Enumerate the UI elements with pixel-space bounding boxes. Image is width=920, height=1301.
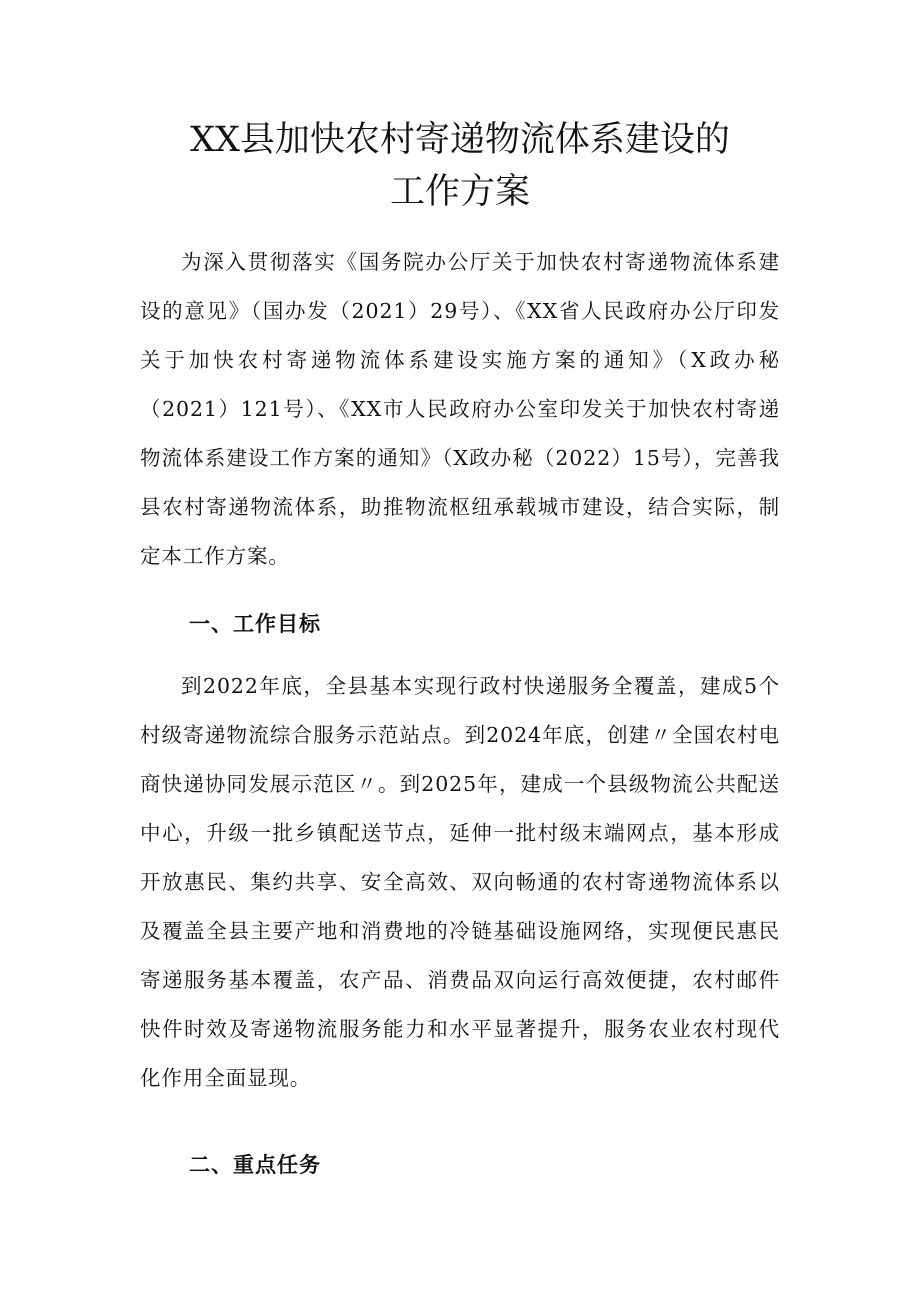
section-heading-key-tasks: 二、重点任务 xyxy=(189,1153,321,1177)
intro-paragraph: 为深入贯彻落实《国务院办公厅关于加快农村寄递物流体系建设的意见》（国办发（2021）29号）、《XX省人民政府办公厅印发关于加快农村寄递物流体系建设实施方案的通知》（X政办秘（2021）121号）、《XX市人民政府办公室印发关于加快农村寄递物流体系建设工作方案的通知》（X政办秘（2022）15号），完善我县农村寄递物流体系，助推物流枢纽承载城市建设，结合实际，制定本工作方案。 xyxy=(140,250,780,568)
document-title-line-1: XX县加快农村寄递物流体系建设的 xyxy=(190,120,730,160)
section-heading-work-goals: 一、工作目标 xyxy=(189,612,321,636)
document-title-line-2: 工作方案 xyxy=(389,172,530,212)
work-goals-paragraph: 到2022年底，全县基本实现行政村快递服务全覆盖，建成5个村级寄递物流综合服务示范站点。到2024年底，创建〃全国农村电商快递协同发展示范区〃。到2025年，建成一个县级物流公共配送中心，升级一批乡镇配送节点，延伸一批村级末端网点，基本形成开放惠民、集约共享、安全高效、双向畅通的农村寄递物流体系以及覆盖全县主要产地和消费地的冷链基础设施网络，实现便民惠民寄递服务基本覆盖，农产品、消费品双向运行高效便捷，农村邮件快件时效及寄递物流服务能力和水平显著提升，服务农业农村现代化作用全面显现。 xyxy=(140,674,780,1090)
